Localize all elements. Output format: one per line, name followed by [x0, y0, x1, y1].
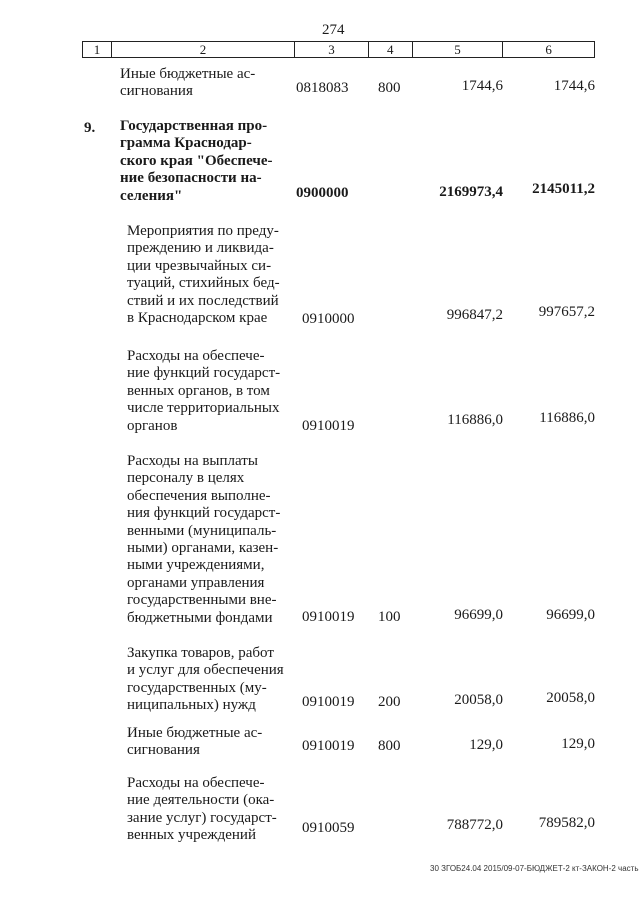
row-expense-type: 800 — [378, 738, 401, 754]
row-code: 0900000 — [296, 185, 349, 201]
row-expense-type: 100 — [378, 609, 401, 625]
row-value-2016: 129,0 — [561, 736, 595, 752]
row-value-2015: 20058,0 — [454, 692, 503, 708]
row-expense-type: 200 — [378, 694, 401, 710]
row-expense-type: 800 — [378, 80, 401, 96]
row-name: Закупка товаров, работ и услуг для обеспечения государственных (му- ниципальных) нужд — [127, 645, 284, 714]
row-value-2016: 997657,2 — [538, 304, 595, 320]
row-value-2016: 789582,0 — [538, 815, 595, 831]
row-value-2016: 1744,6 — [553, 78, 595, 94]
row-code: 0818083 — [296, 80, 349, 96]
row-value-2016: 2145011,2 — [532, 181, 595, 197]
row-value-2015: 996847,2 — [446, 307, 503, 323]
row-code: 0910019 — [302, 418, 355, 434]
column-header-2: 2 — [112, 42, 295, 57]
document-footer: 30 ЗГОБ24.04 2015/09-07-БЮДЖЕТ-2 кт-ЗАКОН-2 часть — [430, 864, 639, 873]
row-name: Расходы на обеспече- ние функций государст- венных органов, в том числе территориальных органов — [127, 348, 281, 434]
column-header-row — [82, 41, 595, 58]
row-value-2015: 1744,6 — [461, 78, 503, 94]
row-value-2016: 20058,0 — [546, 690, 595, 706]
column-header-6: 6 — [545, 42, 552, 57]
page-number: 274 — [322, 22, 345, 38]
row-code: 0910019 — [302, 738, 355, 754]
row-name: Государственная про- грамма Краснодар- ского края "Обеспече- ние безопасности на- селения" — [120, 118, 273, 204]
row-value-2015: 96699,0 — [454, 607, 503, 623]
row-number: 9. — [84, 120, 96, 136]
row-name: Мероприятия по преду- преждению и ликвида- ции чрезвычайных си- туаций, стихийных бед- ствий и их последствий в Краснодарском крае — [127, 223, 280, 327]
row-code: 0910019 — [302, 609, 355, 625]
column-header-1: 1 — [83, 42, 112, 57]
row-value-2016: 116886,0 — [539, 410, 595, 426]
column-header-3: 3 — [295, 42, 369, 57]
row-code: 0910019 — [302, 694, 355, 710]
column-header-5: 5 — [413, 42, 504, 57]
row-value-2015: 788772,0 — [446, 817, 503, 833]
row-name: Иные бюджетные ас- сигнования — [120, 66, 256, 100]
row-value-2015: 116886,0 — [447, 412, 503, 428]
row-value-2015: 129,0 — [469, 737, 503, 753]
column-header-4: 4 — [369, 42, 413, 57]
row-code: 0910059 — [302, 820, 355, 836]
row-name: Расходы на обеспече- ние деятельности (ока- зание услуг) государст- венных учреждений — [127, 775, 277, 844]
row-value-2016: 96699,0 — [546, 607, 595, 623]
row-name: Иные бюджетные ас- сигнования — [127, 725, 263, 759]
row-value-2015: 2169973,4 — [439, 184, 503, 200]
row-code: 0910000 — [302, 311, 355, 327]
row-name: Расходы на выплаты персоналу в целях обеспечения выполне- ния функций государст- венными (муниципаль- ными) органами, казен- ными учреждениями, органами управления государственными вне- бюджетными фондами — [127, 453, 281, 626]
